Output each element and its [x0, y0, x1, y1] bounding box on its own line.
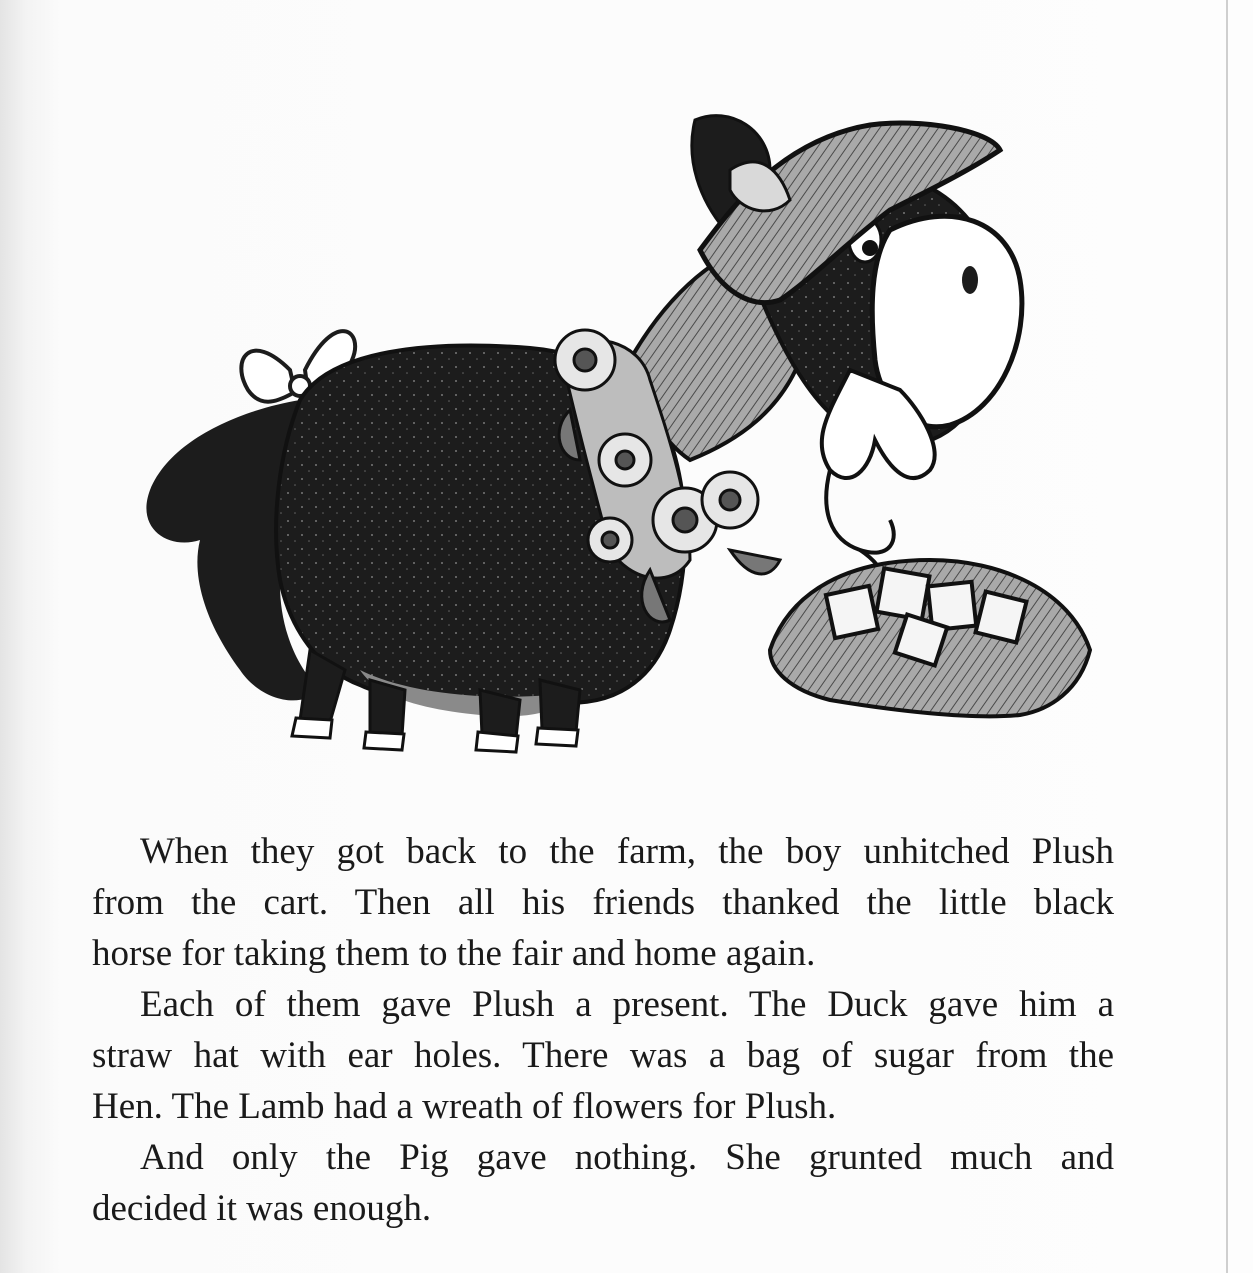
paragraph-1 [92, 826, 1114, 979]
text-line: horse for taking them to the fair and home again. [92, 933, 816, 974]
text-line: When they got back to the farm, the boy unhitched Plush [140, 831, 1114, 872]
paragraph-3 [92, 1132, 1114, 1234]
page-gutter [1226, 0, 1228, 1273]
sugar-bag-icon [770, 560, 1090, 716]
text-line: decided it was enough. [92, 1188, 432, 1229]
text-line: And only the Pig gave nothing. She grunted much and [140, 1137, 1114, 1178]
text-line: Hen. The Lamb had a wreath of flowers for Plush. [92, 1086, 837, 1127]
text-line: from the cart. Then all his friends thanked the little black [92, 882, 1114, 923]
text-line: straw hat with ear holes. There was a bag of sugar from the [92, 1035, 1114, 1076]
pony-hooves [292, 718, 578, 752]
text-line: Each of them gave Plush a present. The Duck gave him a [140, 984, 1114, 1025]
paragraph-2 [92, 979, 1114, 1132]
story-text [92, 826, 1114, 1234]
pony-illustration [130, 110, 1100, 790]
